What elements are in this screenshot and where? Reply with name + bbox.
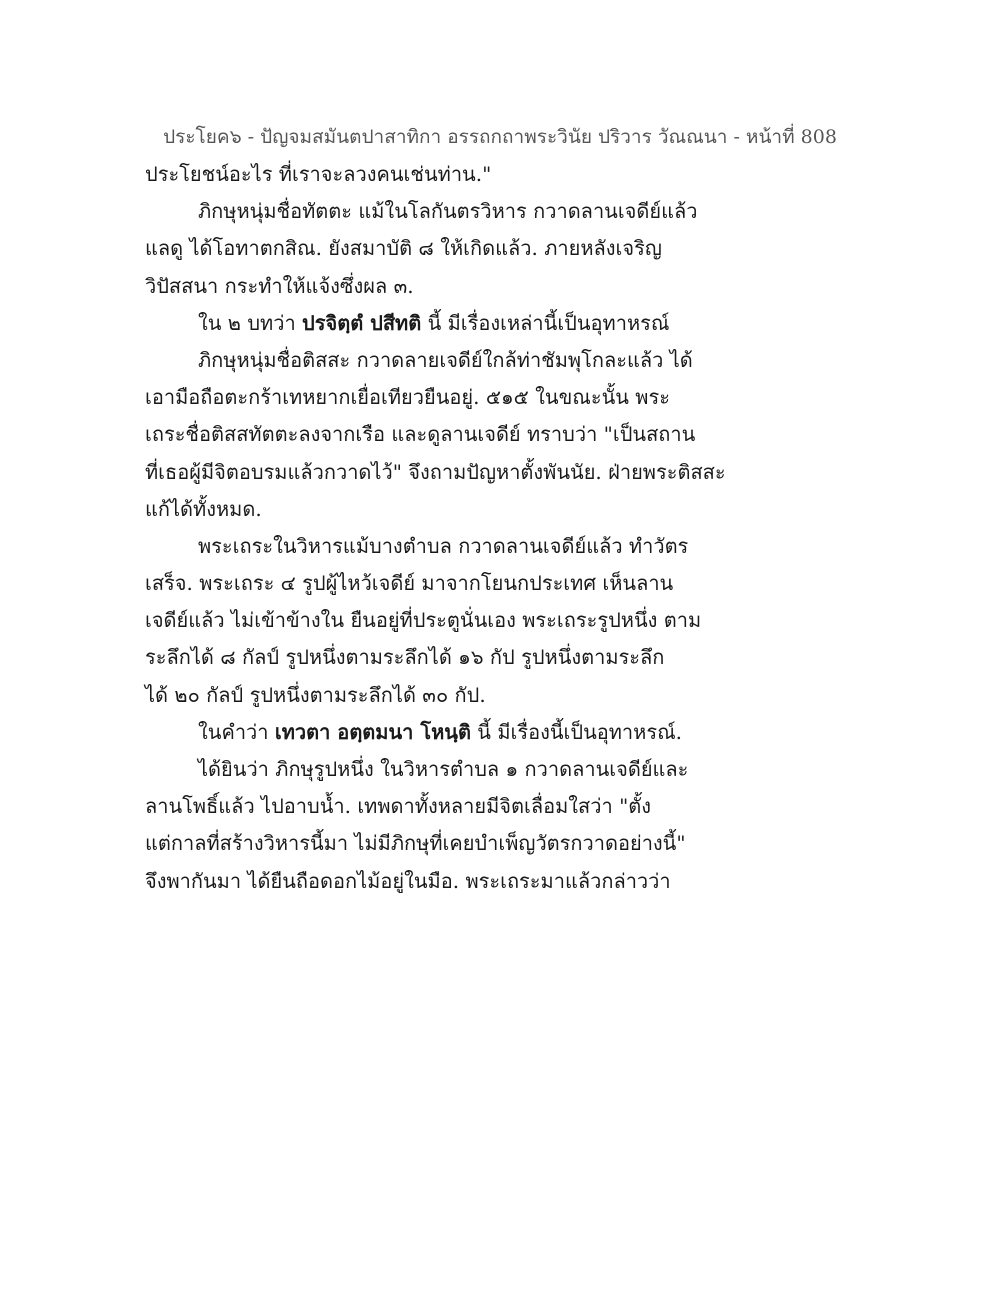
text-line	[145, 305, 705, 342]
text-line: ระลึกได้ ๘ กัลป์ รูปหนึ่งตามระลึกได้ ๑๖ กัป รูปหนึ่งตามระลึก	[145, 645, 665, 670]
text-line: เสร็จ. พระเถระ ๔ รูปผู้ไหว้เจดีย์ มาจากโยนกประเทศ เห็นลาน	[145, 571, 674, 596]
text-plain: ในคำว่า	[198, 719, 275, 744]
pali-term-bold: เทวตา อตฺตมนา โหนฺติ	[274, 719, 471, 744]
text-plain: นี้ มีเรื่องเหล่านี้เป็นอุทาหรณ์	[421, 310, 670, 335]
page-header	[0, 122, 1000, 152]
text-line: เถระชื่อติสสทัตตะลงจากเรือ และดูลานเจดีย์ ทราบว่า "เป็นสถาน	[145, 422, 696, 447]
text-plain: ใน ๒ บทว่า	[198, 310, 303, 335]
text-line: แก้ได้ทั้งหมด.	[145, 496, 262, 521]
text-line: ภิกษุหนุ่มชื่อติสสะ กวาดลายเจดีย์ใกล้ท่าชัมพุโกละแล้ว ได้	[198, 347, 693, 372]
text-line: เอามือถือตะกร้าเทหยากเยื่อเทียวยืนอยู่. ๕๑๕ ในขณะนั้น พระ	[145, 385, 670, 410]
text-line: ประโยชน์อะไร ที่เราจะลวงคนเช่นท่าน."	[145, 162, 492, 186]
text-line: เจดีย์แล้ว ไม่เข้าข้างใน ยืนอยู่ที่ประตูนั่นเอง พระเถระรูปหนึ่ง ตาม	[145, 608, 702, 633]
text-plain: นี้ มีเรื่องนี้เป็นอุทาหรณ์.	[470, 719, 683, 744]
text-line: จึงพากันมา ได้ยืนถือดอกไม้อยู่ในมือ. พระเถระมาแล้วกล่าวว่า	[145, 868, 671, 893]
body-text	[145, 156, 726, 900]
text-line: แต่กาลที่สร้างวิหารนี้มา ไม่มีภิกษุที่เคยบำเพ็ญวัตรกวาดอย่างนี้"	[145, 831, 686, 856]
text-line: แลดู ได้โอทาตกสิณ. ยังสมาบัติ ๘ ให้เกิดแล้ว. ภายหลังเจริญ	[145, 236, 662, 261]
pali-term-bold: ปรจิตฺตํ ปสีทติ	[302, 310, 422, 335]
header-text: ประโยค๖ - ปัญจมสมันตปาสาทิกา อรรถกถาพระวินัย ปริวาร วัณณนา - หน้าที่ 808	[163, 126, 837, 148]
text-line: ลานโพธิ์แล้ว ไปอาบน้ำ. เทพดาทั้งหลายมีจิตเลื่อมใสว่า "ตั้ง	[145, 794, 652, 819]
text-line	[145, 714, 705, 751]
text-line: พระเถระในวิหารแม้บางตำบล กวาดลานเจดีย์แล้ว ทำวัตร	[198, 533, 689, 558]
text-line: ได้ยินว่า ภิกษุรูปหนึ่ง ในวิหารตำบล ๑ กวาดลานเจดีย์และ	[198, 757, 689, 781]
text-line: ได้ ๒๐ กัลป์ รูปหนึ่งตามระลึกได้ ๓๐ กัป.	[145, 682, 486, 707]
text-line: วิปัสสนา กระทำให้แจ้งซึ่งผล ๓.	[145, 273, 414, 298]
text-line: ภิกษุหนุ่มชื่อทัตตะ แม้ในโลกันตรวิหาร กวาดลานเจดีย์แล้ว	[198, 199, 698, 224]
text-line: ที่เธอผู้มีจิตอบรมแล้วกวาดไว้" จึงถามปัญหาตั้งพันนัย. ฝ่ายพระติสสะ	[145, 459, 726, 484]
